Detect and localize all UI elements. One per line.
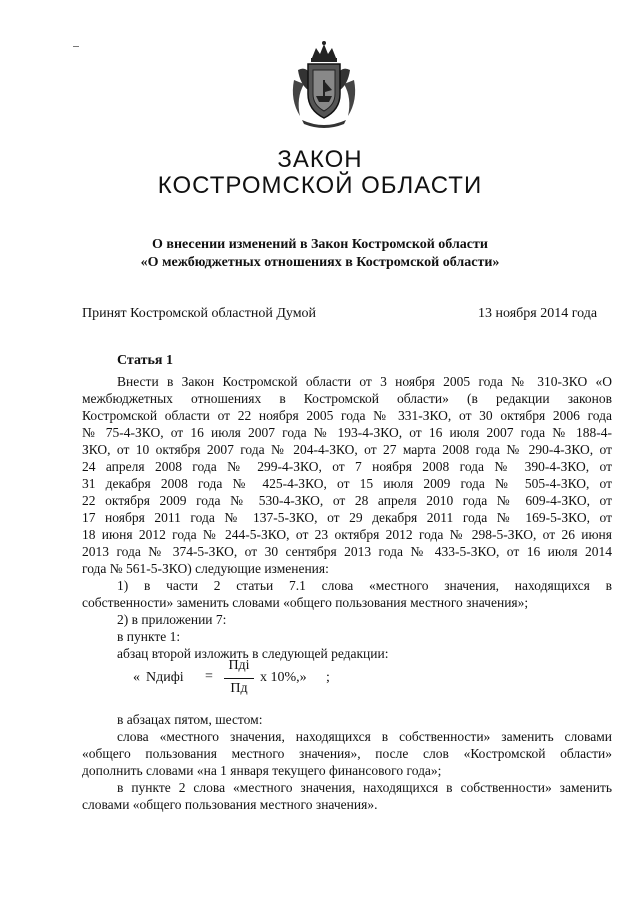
article-text-line: 2013 года № 374-5-ЗКО, от 30 сентября 2013 года № 433-5-ЗКО, от 16 июля 2014 xyxy=(82,544,612,559)
article-text-line: межбюджетных отношениях в Костромской области» (в редакции законов xyxy=(82,391,612,406)
formula-semicolon: ; xyxy=(326,670,330,685)
article-text-line: 17 ноября 2011 года № 137-5-ЗКО, от 29 декабря 2011 года № 169-5-ЗКО, от xyxy=(82,510,612,525)
formula-numerator: Пдi xyxy=(228,658,250,673)
adopted-by: Принят Костромской областной Думой xyxy=(82,306,317,321)
article-text-line: года № 561-5-ЗКО) следующие изменения: xyxy=(82,561,329,576)
formula-open-quote: « xyxy=(133,670,140,685)
item-2: 2) в приложении 7: xyxy=(117,612,227,627)
words-line2: «общего пользования местного значения», после слов «Костромской области» xyxy=(82,746,612,761)
formula xyxy=(133,660,373,700)
formula-denominator: Пд xyxy=(230,681,248,696)
words-line3: дополнить словами «на 1 января текущего финансового года»; xyxy=(82,763,442,778)
article-heading: Статья 1 xyxy=(117,353,173,368)
words-line1: слова «местного значения, находящихся в собственности» заменить словами xyxy=(117,729,612,744)
point-2-line2: словами «общего пользования местного значения». xyxy=(82,797,378,812)
document-title-line1: ЗАКОН xyxy=(277,146,363,173)
article-text-line: ЗКО, от 10 октября 2007 года № 204-4-ЗКО, от 27 марта 2008 года № 290-4-ЗКО, от xyxy=(82,442,612,457)
formula-multiplier: x 10%,» xyxy=(260,670,307,685)
coat-of-arms-icon xyxy=(286,40,362,130)
article-text-line: Костромской области от 22 ноября 2005 года № 331-ЗКО, от 30 октября 2006 года xyxy=(82,408,612,423)
document-subtitle-line2: «О межбюджетных отношениях в Костромской области» xyxy=(140,255,500,270)
adoption-date: 13 ноября 2014 года xyxy=(478,306,598,321)
article-text-line: 22 октября 2009 года № 530-4-ЗКО, от 28 апреля 2010 года № 609-4-ЗКО, от xyxy=(82,493,612,508)
article-text-line: 31 декабря 2008 года № 425-4-ЗКО, от 15 июля 2009 года № 505-4-ЗКО, от xyxy=(82,476,612,491)
point-2-line1: в пункте 2 слова «местного значения, находящихся в собственности» заменить xyxy=(117,780,612,795)
paragraphs-5-6: в абзацах пятом, шестом: xyxy=(117,712,263,727)
item-1-line2: собственности» заменить словами «общего пользования местного значения»; xyxy=(82,595,529,610)
article-text-line: 24 апреля 2008 года № 299-4-ЗКО, от 7 ноября 2008 года № 390-4-ЗКО, от xyxy=(82,459,612,474)
scan-mark xyxy=(73,46,79,47)
formula-variable: Nдифi xyxy=(146,670,184,685)
point-1: в пункте 1: xyxy=(117,629,181,644)
paragraph-two: абзац второй изложить в следующей редакции: xyxy=(117,646,389,661)
formula-equals: = xyxy=(205,669,213,684)
document-subtitle-line1: О внесении изменений в Закон Костромской области xyxy=(152,237,488,252)
article-text-line: Внести в Закон Костромской области от 3 ноября 2005 года № 310-ЗКО «О xyxy=(117,374,612,389)
article-text-line: 18 июня 2012 года № 244-5-ЗКО, от 23 октября 2012 года № 298-5-ЗКО, от 26 июня xyxy=(82,527,612,542)
item-1-line1: 1) в части 2 статьи 7.1 слова «местного значения, находящихся в xyxy=(117,578,612,593)
fraction-bar xyxy=(224,678,254,679)
document-title-line2: КОСТРОМСКОЙ ОБЛАСТИ xyxy=(157,172,483,199)
article-text-line: № 75-4-ЗКО, от 16 июля 2007 года № 193-4-ЗКО, от 16 июля 2007 года № 188-4- xyxy=(82,425,612,440)
